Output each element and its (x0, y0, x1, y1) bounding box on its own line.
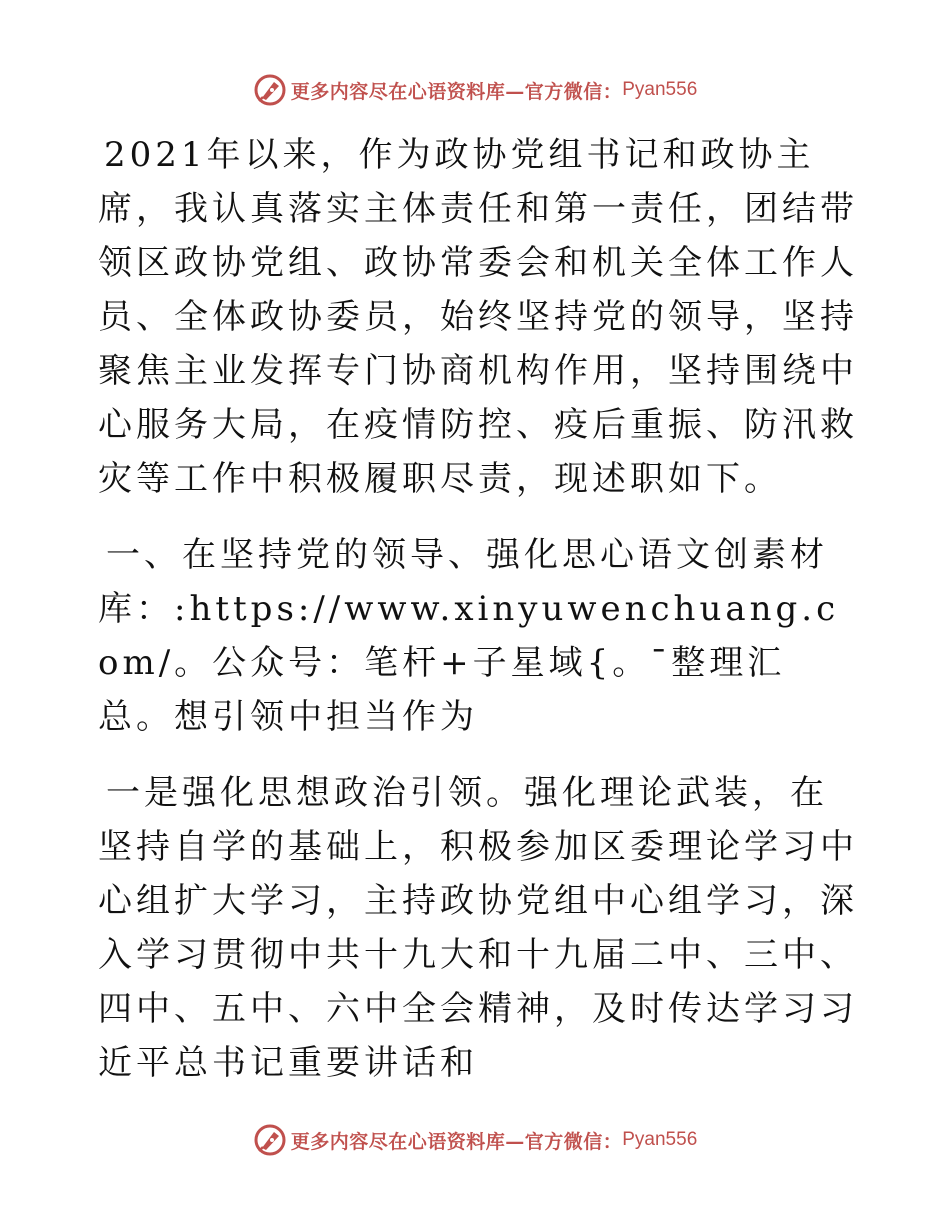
pen-nib-logo-icon (253, 1123, 287, 1157)
watermark-wechat-id: Pyan556 (622, 1129, 698, 1150)
watermark-wechat-id: Pyan556 (622, 79, 698, 100)
paragraph-intro: 2021年以来，作为政协党组书记和政协主席，我认真落实主体责任和第一责任，团结带领区政协党组、政协常委会和机关全体工作人员、全体政协委员，始终坚持党的领导，坚持聚焦主业发挥专门协商机构作用，坚持围绕中心服务大局，在疫情防控、疫后重振、防汛救灾等工作中积极履职尽责，现述职如下。 (98, 135, 858, 499)
watermark-text: 更多内容尽在心语资料库—官方微信： (290, 80, 623, 103)
document-body (98, 128, 858, 1090)
header-watermark (0, 70, 950, 110)
paragraph-point-one: 一是强化思想政治引领。强化理论武装，在坚持自学的基础上，积极参加区委理论学习中心组扩大学习，主持政协党组中心组学习，深入学习贯彻中共十九大和十九届二中、三中、四中、五中、六中全会精神，及时传达学习习近平总书记重要讲话和 (98, 773, 858, 1083)
paragraph-section-heading: 一、在坚持党的领导、强化思心语文创素材库：:https://www.xinyuwenchuang.com/。公众号：笔杆+子星域{。¯整理汇总。想引领中担当作为 (98, 535, 840, 737)
footer-watermark (0, 1120, 950, 1160)
watermark-text: 更多内容尽在心语资料库—官方微信： (290, 1130, 623, 1153)
pen-nib-logo-icon (253, 73, 287, 107)
